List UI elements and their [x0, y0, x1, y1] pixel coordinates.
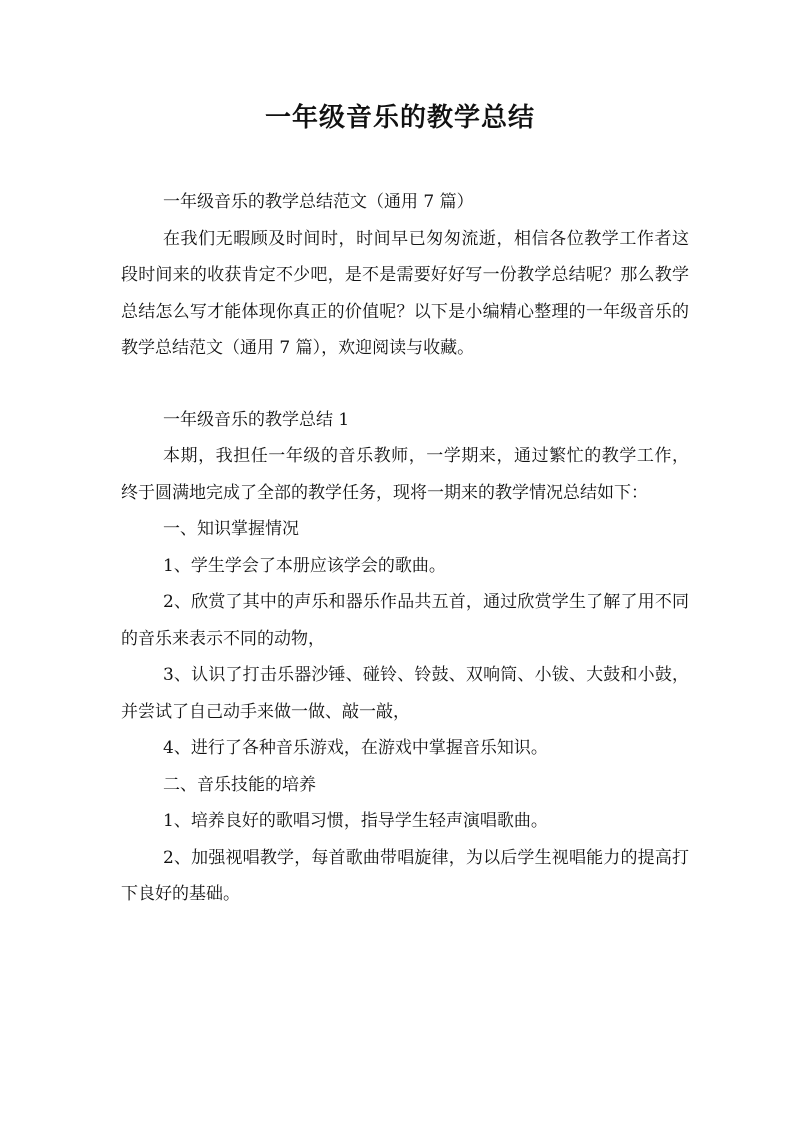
list-item: 4、进行了各种音乐游戏，在游戏中掌握音乐知识。	[163, 738, 548, 758]
document-subtitle: 一年级音乐的教学总结范文（通用 7 篇）	[163, 192, 474, 212]
intro-paragraph: 在我们无暇顾及时间时，时间早已匆匆流逝，相信各位教学工作者这段时间来的收获肯定不少吧，是不是需要好好写一份教学总结呢？那么教学总结怎么写才能体现你真正的价值呢？以下是小编精心整理的一年级音乐的教学总结范文（通用 7 篇），欢迎阅读与收藏。	[121, 228, 689, 358]
list-item: 1、培养良好的歌唱习惯，指导学生轻声演唱歌曲。	[163, 811, 548, 831]
list-item: 2、加强视唱教学，每首歌曲带唱旋律，为以后学生视唱能力的提高打下良好的基础。	[121, 847, 689, 904]
list-item: 2、欣赏了其中的声乐和器乐作品共五首，通过欣赏学生了解了用不同的音乐来表示不同的动物，	[121, 592, 689, 649]
document-body	[121, 184, 689, 913]
document-title: 一年级音乐的教学总结	[264, 103, 535, 133]
section-intro-paragraph: 本期，我担任一年级的音乐教师，一学期来，通过繁忙的教学工作，终于圆满地完成了全部的教学任务，现将一期来的教学情况总结如下：	[121, 446, 689, 503]
paragraph-gap	[121, 367, 689, 402]
list-item: 1、学生学会了本册应该学会的歌曲。	[163, 555, 446, 576]
part2-heading: 二、音乐技能的培养	[163, 774, 316, 795]
section-heading: 一年级音乐的教学总结 1	[163, 409, 350, 430]
part1-heading: 一、知识掌握情况	[163, 519, 299, 539]
list-item: 3、认识了打击乐器沙锤、碰铃、铃鼓、双响筒、小钹、大鼓和小鼓，并尝试了自己动手来做一做、敲一敲，	[121, 665, 689, 722]
